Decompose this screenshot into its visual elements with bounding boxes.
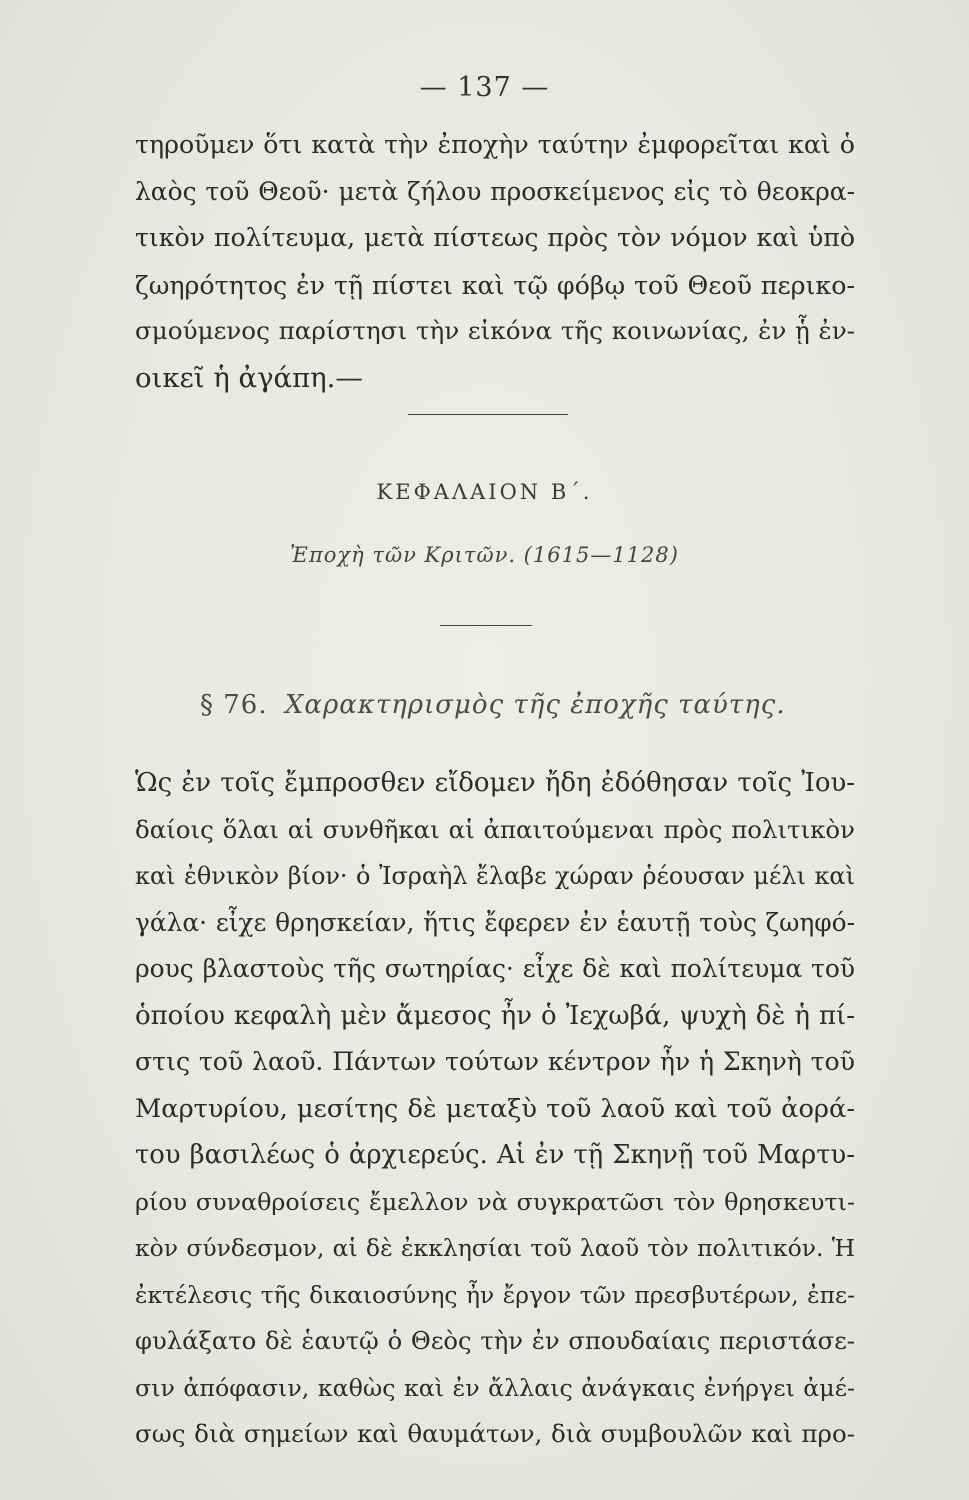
text-line: καὶ ἐθνικὸν βίον· ὁ Ἰσραὴλ ἔλαβε χώραν ῥέουσαν μέλι καὶ xyxy=(135,862,855,890)
text-line: στις τοῦ λαοῦ. Πάντων τούτων κέντρον ἦν ἡ Σκηνὴ τοῦ xyxy=(135,1047,855,1076)
chapter-subtitle: Ἐποχὴ τῶν Κριτῶν. (1615—1128) xyxy=(290,543,679,567)
text-line: Μαρτυρίου, μεσίτης δὲ μεταξὺ τοῦ λαοῦ καὶ τοῦ ἀορά- xyxy=(135,1093,855,1124)
page-number: — 137 — xyxy=(419,72,550,103)
text-line: φυλάξατο δὲ ἑαυτῷ ὁ Θεὸς τὴν ἐν σπουδαίαις περιστάσε- xyxy=(135,1326,855,1355)
text-line: ρους βλαστοὺς τῆς σωτηρίας· εἶχε δὲ καὶ πολίτευμα τοῦ xyxy=(135,954,855,983)
paragraph-1 xyxy=(135,122,855,401)
text-line: σιν ἀπόφασιν, καθὼς καὶ ἐν ἄλλαις ἀνάγκαις ἐνήργει ἀμέ- xyxy=(135,1373,855,1402)
text-line: κὸν σύνδεσμον, αἱ δὲ ἐκκλησίαι τοῦ λαοῦ τὸν πολιτικόν. Ἡ xyxy=(135,1234,855,1262)
text-line: ζωηρότητος ἐν τῇ πίστει καὶ τῷ φόβῳ τοῦ Θεοῦ περικο- xyxy=(135,269,855,300)
section-heading xyxy=(200,690,786,720)
section-title: Χαρακτηρισμὸς τῆς ἐποχῆς ταύτης. xyxy=(284,690,786,720)
text-line: τικὸν πολίτευμα, μετὰ πίστεως πρὸς τὸν νόμον καὶ ὑπὸ xyxy=(135,223,855,252)
text-line: ὁποίου κεφαλὴ μὲν ἄμεσος ἦν ὁ Ἰεχωβά, ψυχὴ δὲ ἡ πί- xyxy=(135,1000,855,1031)
text-line: ἐκτέλεσις τῆς δικαιοσύνης ἦν ἔργον τῶν πρεσβυτέρων, ἐπε- xyxy=(135,1280,855,1309)
text-line: σως διὰ σημείων καὶ θαυμάτων, διὰ συμβουλῶν καὶ προ- xyxy=(135,1419,855,1448)
text-line: ρίου συναθροίσεις ἔμελλον νὰ συγκρατῶσι τὸν θρησκευτι- xyxy=(135,1187,855,1216)
text-line: δαίοις ὅλαι αἱ συνθῆκαι αἱ ἀπαιτούμεναι πρὸς πολιτικὸν xyxy=(135,814,855,844)
text-line: γάλα· εἶχε θρησκείαν, ἥτις ἔφερεν ἐν ἑαυτῇ τοὺς ζωηφό- xyxy=(135,907,855,937)
text-line: του βασιλέως ὁ ἀρχιερεύς. Αἱ ἐν τῇ Σκηνῇ τοῦ Μαρτυ- xyxy=(135,1140,855,1170)
text-line: λαὸς τοῦ Θεοῦ· μετὰ ζήλου προσκείμενος εἰς τὸ θεοκρα- xyxy=(135,176,855,206)
chapter-title: ΚΕΦΑΛΑΙΟΝ Β΄. xyxy=(376,480,593,504)
section-divider xyxy=(408,414,568,415)
chapter-divider xyxy=(440,625,532,626)
text-line: σμούμενος παρίστησι τὴν εἰκόνα τῆς κοινωνίας, ἐν ᾗ ἐν- xyxy=(135,316,855,345)
section-number: § 76. xyxy=(200,690,268,720)
text-line: Ὡς ἐν τοῖς ἔμπροσθεν εἴδομεν ἤδη ἐδόθησαν τοῖς Ἰου- xyxy=(135,768,855,798)
text-line: τηροῦμεν ὅτι κατὰ τὴν ἐποχὴν ταύτην ἐμφορεῖται καὶ ὁ xyxy=(135,130,855,159)
paragraph-2 xyxy=(135,760,855,1458)
text-line: οικεῖ ἡ ἀγάπη.— xyxy=(135,361,363,394)
